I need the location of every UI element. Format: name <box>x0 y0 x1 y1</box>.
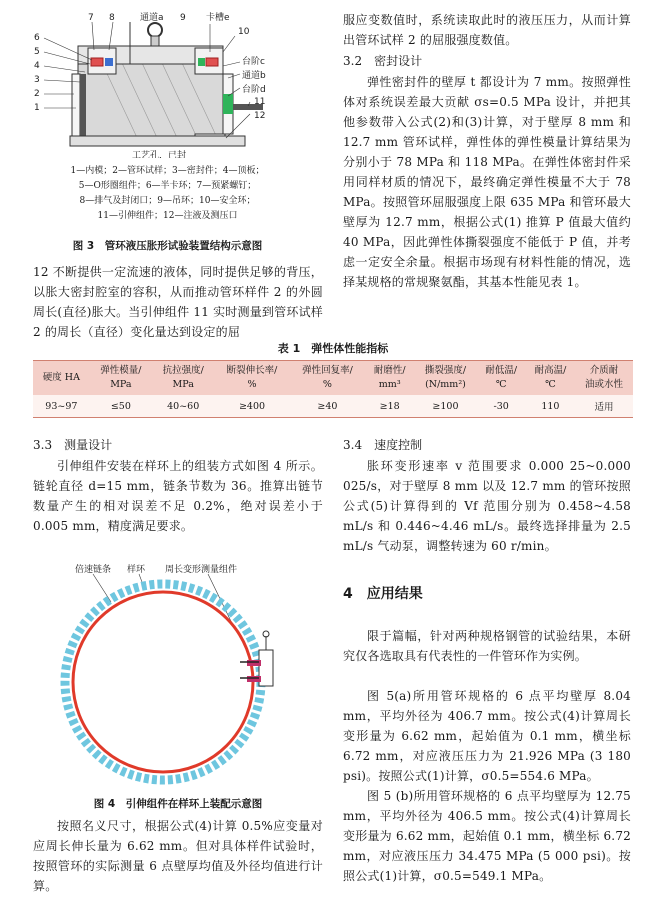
table-header-cell: 介质耐 油或水性 <box>575 361 633 396</box>
figure-3-drawing <box>10 8 325 158</box>
figure-4 <box>33 558 323 788</box>
figure-3-legend <box>10 164 325 224</box>
table-header-cell: 硬度 HA <box>33 361 90 396</box>
section-4-paragraph-1: 限于篇幅，针对两种规格钢管的试验结果，本研究仅各选取具有代表性的一件管环作为实例。 <box>343 629 631 663</box>
right-top-paragraph-1: 服应变数值时，系统读取此时的液压压力，从而计算出管环试样 2 的屈服强度数值。 <box>343 13 631 47</box>
section-3-3-title: 3.3 测量设计 <box>33 438 113 452</box>
section-4-paragraph-3: 图 5 (b)所用管环规格的 6 点平均壁厚为 12.75 mm，平均外径为 406.5 mm。按公式(4)计算周长变形量为 6.62 mm，起始值 0.1 mm，横坐标 6.72 mm，对应液压压力 34.475 MPa (5 000 psi)。按照公式(1)计算，σ0.5=549.1 MPa。 <box>343 789 631 883</box>
fig3-label-step-d: 台阶d <box>242 85 266 95</box>
table-1-grid <box>33 360 633 418</box>
right-mid-paragraph: 胀环变形速率 v 范围要求 0.000 25~0.000 025/s，对于壁厚 8 mm 以及 12.7 mm 的管环按照公式(5)计算得到的 Vf 范围分别为 0.458~4.58 mL/s 和 0.446~4.46 mL/s。最终选择排量为 2.5 mL/s 气动泵，调整转速为 60 r/min。 <box>343 459 631 553</box>
fig3-label-channel-b: 通道b <box>242 71 266 81</box>
fig3-label-slot-e: 卡槽e <box>206 13 230 23</box>
fig3-legend-line: 8—排气及封闭口；9—吊环；10—安全环； <box>79 196 256 206</box>
table-header-cell: 抗拉强度/ MPa <box>152 361 214 396</box>
table-1 <box>33 360 633 418</box>
table-header-cell: 耐高温/ ℃ <box>526 361 575 396</box>
figure-3-caption: 图 3 管环液压胀形试验装置结构示意图 <box>72 240 263 252</box>
section-4-paragraph-2: 图 5(a)所用管环规格的 6 点平均壁厚 8.04 mm，平均外径为 406.7 mm。按公式(4)计算周长变形量为 6.62 mm，起始值为 0.1 mm，横坐标 6.72 mm，对应液压压力为 21.926 MPa (3 180 psi)。按照公式(1)计算，σ0.5=554.6 MPa。 <box>343 689 631 783</box>
table-cell: 适用 <box>575 395 633 418</box>
figure-4-caption: 图 4 引伸组件在样环上装配示意图 <box>93 798 263 810</box>
table-header-cell: 弹性回复率/ % <box>290 361 365 396</box>
table-cell: ≥40 <box>290 395 365 418</box>
table-header-cell: 弹性模量/ MPa <box>90 361 152 396</box>
left-bottom-paragraph: 按照名义尺寸，根据公式(4)计算 0.5%应变量对应周长伸长量为 6.62 mm。但对具体样件试验时，按照管环的实际测量 6 点壁厚均值及外径均值进行计算。 <box>33 819 323 893</box>
fig3-label-5: 5 <box>34 47 40 57</box>
table-cell: -30 <box>477 395 526 418</box>
fig3-label-7: 7 <box>88 13 94 23</box>
left-mid-paragraph: 引伸组件安装在样环上的组装方式如图 4 所示。链轮直径 d=15 mm，链条节数为 36。推算出链节数量产生的相对误差不足 0.2%，绝对误差小于 0.005 mm，精度满足要求。 <box>33 459 323 533</box>
fig3-label-11: 11 <box>254 97 266 107</box>
fig3-legend-line: 5—O形圈组件；6—半卡环；7—预紧螺钉； <box>78 181 257 191</box>
section-3-4-title: 3.4 速度控制 <box>343 438 423 452</box>
fig3-label-9: 9 <box>180 13 186 23</box>
fig3-label-3: 3 <box>34 75 40 85</box>
table-cell: ≥100 <box>414 395 476 418</box>
table-cell: 110 <box>526 395 575 418</box>
right-top-paragraph-2: 弹性密封件的壁厚 t 都设计为 7 mm。按照弹性体对系统误差最大贡献 σs=0.5 MPa 设计，并把其他参数带入公式(2)和(3)计算，对于壁厚 8 mm 和 12.7 mm 管环试样，弹性体的弹性模量计算结果为分别小于 78 MPa 和 118 MPa。在弹性体密封件采用同样材质的情况下，最终确定弹性模量不大于 78 MPa。按照管环屈服强度上限 635 MPa 和管环最大壁厚为 12.7 mm，根据公式(1) 推算 P 值最大值约 40 MPa，因此弹性体撕裂强度不能低于 P 值，并考虑一定安全余量。根据市场现有材料性能的情况，选择某规格的常规聚氨酯，其基本性能见表 1。 <box>343 75 631 289</box>
table-header-cell: 断裂伸长率/ % <box>214 361 289 396</box>
fig3-label-process-hole: 工艺孔，已封 <box>132 151 187 158</box>
table-cell: 40~60 <box>152 395 214 418</box>
table-row <box>33 395 633 418</box>
section-4-title: 4 应用结果 <box>343 586 423 602</box>
table-cell: ≥18 <box>365 395 414 418</box>
section-3-2-title: 3.2 密封设计 <box>343 54 423 68</box>
table-header-cell: 撕裂强度/ (N/mm²) <box>414 361 476 396</box>
fig4-label-chain: 倍速链条 <box>75 565 112 575</box>
fig3-label-channel-a: 通道a <box>140 13 164 23</box>
fig4-label-extensometer: 周长变形测量组件 <box>165 565 238 575</box>
fig3-label-10: 10 <box>238 27 250 37</box>
table-cell: 93~97 <box>33 395 90 418</box>
table-header-row <box>33 361 633 396</box>
figure-3 <box>10 8 325 230</box>
fig3-legend-line: 1—内模；2—管环试样；3—密封件；4—顶板； <box>70 166 265 176</box>
figure-4-drawing <box>33 558 323 788</box>
table-header-cell: 耐磨性/ mm³ <box>365 361 414 396</box>
fig3-label-8: 8 <box>109 13 115 23</box>
left-top-paragraph: 12 不断提供一定流速的液体，同时提供足够的背压，以胀大密封腔室的容积，从而推动管环样件 2 的外圆周长(直径)胀大。当引伸组件 11 实时测量到管环试样 2 的周长（直径）变化量达到设定的屈 <box>33 265 323 339</box>
fig3-label-2: 2 <box>34 89 40 99</box>
table-1-title: 表 1 弹性体性能指标 <box>277 342 389 355</box>
fig3-label-12: 12 <box>254 111 266 121</box>
fig3-label-step-c: 台阶c <box>242 57 265 67</box>
table-cell: ≤50 <box>90 395 152 418</box>
fig3-label-1: 1 <box>34 103 40 113</box>
fig4-label-ring: 样环 <box>127 565 146 575</box>
table-cell: ≥400 <box>214 395 289 418</box>
table-header-cell: 耐低温/ ℃ <box>477 361 526 396</box>
fig3-label-4: 4 <box>34 61 40 71</box>
fig3-label-6: 6 <box>34 33 40 43</box>
fig3-legend-line: 11—引伸组件；12—注液及测压口 <box>97 211 238 221</box>
